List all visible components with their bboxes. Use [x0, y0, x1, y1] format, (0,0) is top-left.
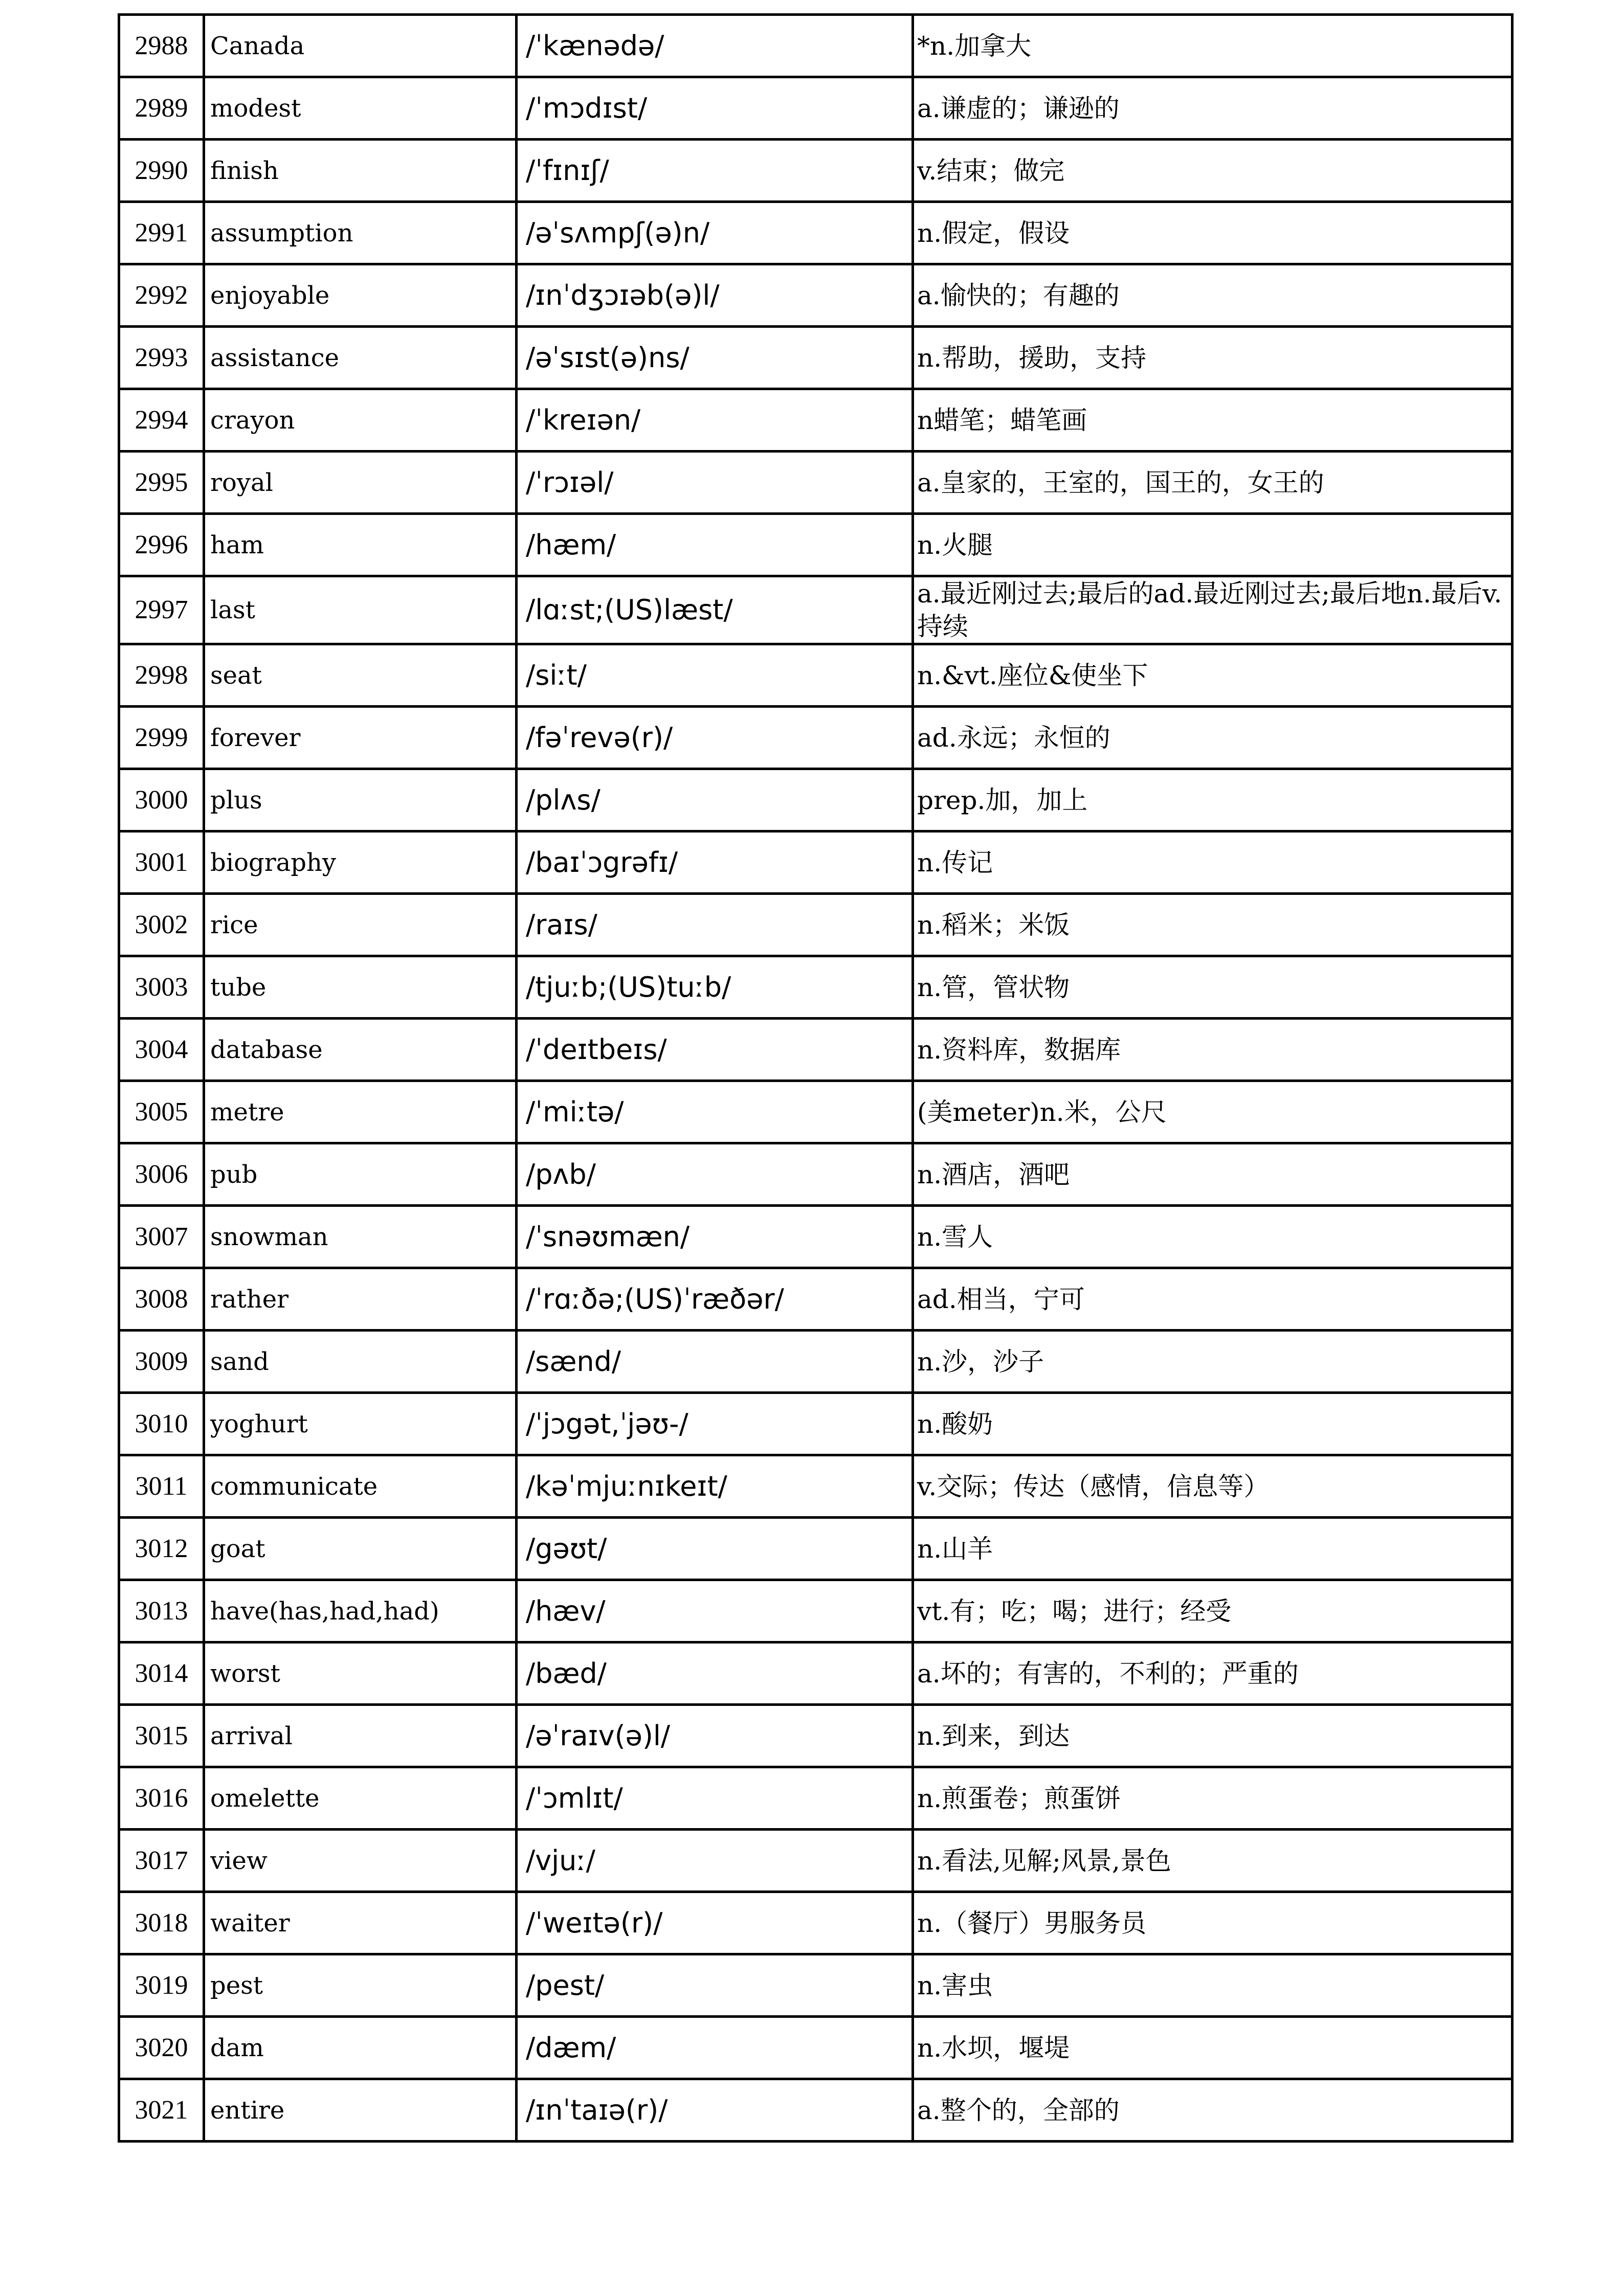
- entry-word: dam: [204, 2017, 517, 2079]
- entry-number: 3003: [119, 956, 204, 1019]
- entry-pronunciation: /fəˈrevə(r)/: [517, 707, 913, 769]
- entry-number: 3016: [119, 1767, 204, 1830]
- entry-number: 3000: [119, 769, 204, 831]
- table-row: [119, 202, 1512, 264]
- entry-definition: a.谦虚的；谦逊的: [913, 77, 1512, 140]
- entry-number: 2999: [119, 707, 204, 769]
- entry-definition: a.最近刚过去;最后的ad.最近刚过去;最后地n.最后v.持续: [913, 576, 1512, 644]
- entry-definition: n.看法,见解;风景,景色: [913, 1830, 1512, 1892]
- entry-pronunciation: /siːt/: [517, 644, 913, 707]
- entry-word: finish: [204, 140, 517, 202]
- entry-word: rice: [204, 894, 517, 956]
- table-row: [119, 831, 1512, 894]
- entry-word: snowman: [204, 1206, 517, 1268]
- entry-pronunciation: /plʌs/: [517, 769, 913, 831]
- table-row: [119, 1081, 1512, 1143]
- entry-definition: n.传记: [913, 831, 1512, 894]
- entry-definition: n.火腿: [913, 514, 1512, 576]
- entry-word: sand: [204, 1331, 517, 1393]
- entry-word: waiter: [204, 1892, 517, 1954]
- entry-pronunciation: /ˈmɔdɪst/: [517, 77, 913, 140]
- table-row: [119, 1206, 1512, 1268]
- entry-word: biography: [204, 831, 517, 894]
- entry-word: royal: [204, 452, 517, 514]
- entry-word: ham: [204, 514, 517, 576]
- table-row: [119, 1954, 1512, 2017]
- table-row: [119, 2017, 1512, 2079]
- entry-pronunciation: /bæd/: [517, 1642, 913, 1705]
- entry-definition: n.稻米；米饭: [913, 894, 1512, 956]
- entry-definition: n.沙，沙子: [913, 1331, 1512, 1393]
- entry-definition: n.煎蛋卷；煎蛋饼: [913, 1767, 1512, 1830]
- entry-word: omelette: [204, 1767, 517, 1830]
- entry-number: 3012: [119, 1518, 204, 1580]
- entry-definition: n.假定，假设: [913, 202, 1512, 264]
- entry-word: Canada: [204, 15, 517, 77]
- entry-word: view: [204, 1830, 517, 1892]
- entry-pronunciation: /ˈkænədə/: [517, 15, 913, 77]
- vocabulary-table: [118, 13, 1514, 2143]
- entry-number: 3014: [119, 1642, 204, 1705]
- entry-word: worst: [204, 1642, 517, 1705]
- entry-pronunciation: /əˈsʌmpʃ(ə)n/: [517, 202, 913, 264]
- entry-definition: prep.加，加上: [913, 769, 1512, 831]
- entry-word: assistance: [204, 327, 517, 389]
- entry-definition: n.水坝，堰堤: [913, 2017, 1512, 2079]
- entry-number: 3019: [119, 1954, 204, 2017]
- entry-word: entire: [204, 2079, 517, 2142]
- entry-definition: ad.永远；永恒的: [913, 707, 1512, 769]
- table-row: [119, 956, 1512, 1019]
- entry-number: 3002: [119, 894, 204, 956]
- entry-number: 3008: [119, 1268, 204, 1331]
- entry-pronunciation: /ˈmiːtə/: [517, 1081, 913, 1143]
- entry-pronunciation: /əˈsɪst(ə)ns/: [517, 327, 913, 389]
- entry-definition: n.害虫: [913, 1954, 1512, 2017]
- entry-word: yoghurt: [204, 1393, 517, 1455]
- entry-number: 3021: [119, 2079, 204, 2142]
- entry-number: 2992: [119, 264, 204, 327]
- entry-definition: ad.相当，宁可: [913, 1268, 1512, 1331]
- entry-pronunciation: /ˈrɔɪəl/: [517, 452, 913, 514]
- entry-word: pub: [204, 1143, 517, 1206]
- entry-number: 2993: [119, 327, 204, 389]
- entry-definition: n.资料库，数据库: [913, 1019, 1512, 1081]
- entry-number: 2991: [119, 202, 204, 264]
- entry-number: 3001: [119, 831, 204, 894]
- entry-number: 3011: [119, 1455, 204, 1518]
- entry-pronunciation: /gəʊt/: [517, 1518, 913, 1580]
- entry-number: 2988: [119, 15, 204, 77]
- entry-number: 2997: [119, 576, 204, 644]
- entry-definition: n.帮助，援助，支持: [913, 327, 1512, 389]
- entry-definition: a.整个的，全部的: [913, 2079, 1512, 2142]
- entry-word: assumption: [204, 202, 517, 264]
- entry-pronunciation: /ˈweɪtə(r)/: [517, 1892, 913, 1954]
- entry-number: 3018: [119, 1892, 204, 1954]
- entry-word: enjoyable: [204, 264, 517, 327]
- entry-word: modest: [204, 77, 517, 140]
- table-row: [119, 1393, 1512, 1455]
- entry-number: 2994: [119, 389, 204, 452]
- entry-definition: n.管，管状物: [913, 956, 1512, 1019]
- entry-pronunciation: /ˈrɑːðə;(US)ˈræðər/: [517, 1268, 913, 1331]
- entry-pronunciation: /ˈfɪnɪʃ/: [517, 140, 913, 202]
- entry-definition: n.酸奶: [913, 1393, 1512, 1455]
- table-row: [119, 576, 1512, 644]
- table-row: [119, 1830, 1512, 1892]
- table-row: [119, 452, 1512, 514]
- entry-pronunciation: /ˈɔmlɪt/: [517, 1767, 913, 1830]
- entry-pronunciation: /ˈsnəʊmæn/: [517, 1206, 913, 1268]
- entry-pronunciation: /sænd/: [517, 1331, 913, 1393]
- table-row: [119, 644, 1512, 707]
- entry-pronunciation: /pʌb/: [517, 1143, 913, 1206]
- entry-definition: v.交际；传达（感情，信息等）: [913, 1455, 1512, 1518]
- table-row: [119, 894, 1512, 956]
- table-row: [119, 264, 1512, 327]
- entry-word: last: [204, 576, 517, 644]
- entry-pronunciation: /lɑːst;(US)læst/: [517, 576, 913, 644]
- table-row: [119, 1767, 1512, 1830]
- vocabulary-table-body: [119, 15, 1512, 2142]
- entry-number: 3017: [119, 1830, 204, 1892]
- entry-definition: n蜡笔；蜡笔画: [913, 389, 1512, 452]
- entry-definition: a.愉快的；有趣的: [913, 264, 1512, 327]
- table-row: [119, 77, 1512, 140]
- entry-definition: v.结束；做完: [913, 140, 1512, 202]
- entry-word: seat: [204, 644, 517, 707]
- entry-pronunciation: /əˈraɪv(ə)l/: [517, 1705, 913, 1767]
- table-row: [119, 707, 1512, 769]
- entry-pronunciation: /ˈdeɪtbeɪs/: [517, 1019, 913, 1081]
- entry-pronunciation: /tjuːb;(US)tuːb/: [517, 956, 913, 1019]
- entry-definition: n.山羊: [913, 1518, 1512, 1580]
- entry-number: 3010: [119, 1393, 204, 1455]
- entry-word: pest: [204, 1954, 517, 2017]
- entry-number: 3005: [119, 1081, 204, 1143]
- entry-pronunciation: /baɪˈɔgrəfɪ/: [517, 831, 913, 894]
- entry-number: 3020: [119, 2017, 204, 2079]
- entry-number: 3009: [119, 1331, 204, 1393]
- table-row: [119, 327, 1512, 389]
- entry-word: communicate: [204, 1455, 517, 1518]
- table-row: [119, 1268, 1512, 1331]
- entry-word: crayon: [204, 389, 517, 452]
- entry-definition: vt.有；吃；喝；进行；经受: [913, 1580, 1512, 1642]
- entry-definition: n.到来，到达: [913, 1705, 1512, 1767]
- entry-word: have(has,had,had): [204, 1580, 517, 1642]
- entry-definition: a.皇家的，王室的，国王的，女王的: [913, 452, 1512, 514]
- entry-definition: n.雪人: [913, 1206, 1512, 1268]
- entry-word: forever: [204, 707, 517, 769]
- entry-pronunciation: /ˈkreɪən/: [517, 389, 913, 452]
- entry-definition: n.酒店，酒吧: [913, 1143, 1512, 1206]
- entry-pronunciation: /kəˈmjuːnɪkeɪt/: [517, 1455, 913, 1518]
- entry-number: 2990: [119, 140, 204, 202]
- entry-number: 3006: [119, 1143, 204, 1206]
- entry-definition: n.&vt.座位&使坐下: [913, 644, 1512, 707]
- entry-number: 2989: [119, 77, 204, 140]
- entry-definition: (美meter)n.米，公尺: [913, 1081, 1512, 1143]
- table-row: [119, 1518, 1512, 1580]
- entry-pronunciation: /vjuː/: [517, 1830, 913, 1892]
- entry-number: 3004: [119, 1019, 204, 1081]
- table-row: [119, 1331, 1512, 1393]
- entry-number: 3013: [119, 1580, 204, 1642]
- entry-number: 3007: [119, 1206, 204, 1268]
- entry-pronunciation: /ɪnˈtaɪə(r)/: [517, 2079, 913, 2142]
- entry-pronunciation: /raɪs/: [517, 894, 913, 956]
- entry-pronunciation: /ɪnˈdʒɔɪəb(ə)l/: [517, 264, 913, 327]
- entry-word: metre: [204, 1081, 517, 1143]
- entry-definition: n.（餐厅）男服务员: [913, 1892, 1512, 1954]
- entry-pronunciation: /dæm/: [517, 2017, 913, 2079]
- entry-word: plus: [204, 769, 517, 831]
- table-row: [119, 1705, 1512, 1767]
- entry-word: arrival: [204, 1705, 517, 1767]
- entry-pronunciation: /pest/: [517, 1954, 913, 2017]
- entry-number: 2998: [119, 644, 204, 707]
- table-row: [119, 1580, 1512, 1642]
- entry-word: rather: [204, 1268, 517, 1331]
- table-row: [119, 15, 1512, 77]
- table-row: [119, 2079, 1512, 2142]
- entry-number: 2995: [119, 452, 204, 514]
- table-row: [119, 140, 1512, 202]
- table-row: [119, 1143, 1512, 1206]
- entry-pronunciation: /hæm/: [517, 514, 913, 576]
- entry-word: tube: [204, 956, 517, 1019]
- table-row: [119, 1019, 1512, 1081]
- entry-pronunciation: /hæv/: [517, 1580, 913, 1642]
- table-row: [119, 1892, 1512, 1954]
- entry-pronunciation: /ˈjɔgət,ˈjəʊ-/: [517, 1393, 913, 1455]
- entry-definition: *n.加拿大: [913, 15, 1512, 77]
- entry-number: 2996: [119, 514, 204, 576]
- table-row: [119, 514, 1512, 576]
- entry-definition: a.坏的；有害的，不利的；严重的: [913, 1642, 1512, 1705]
- table-row: [119, 1455, 1512, 1518]
- entry-number: 3015: [119, 1705, 204, 1767]
- table-row: [119, 1642, 1512, 1705]
- table-row: [119, 389, 1512, 452]
- table-row: [119, 769, 1512, 831]
- entry-word: goat: [204, 1518, 517, 1580]
- entry-word: database: [204, 1019, 517, 1081]
